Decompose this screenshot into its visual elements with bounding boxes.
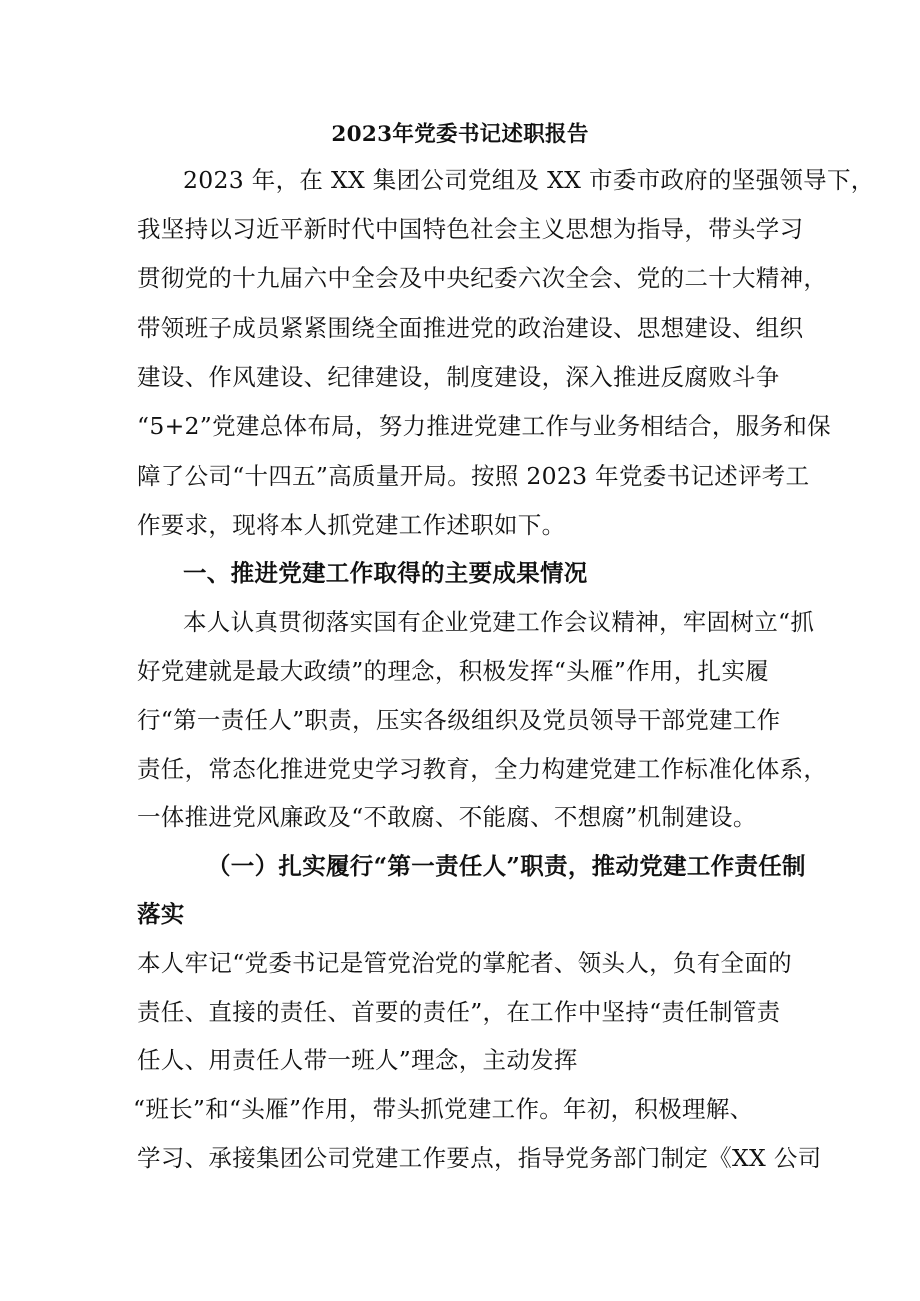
subsection-heading-line: （一）扎实履行“第一责任人”职责，推动党建工作责任制: [207, 852, 806, 880]
paragraph-line: 贯彻党的十九届六中全会及中央纪委六次全会、党的二十大精神，: [137, 264, 828, 292]
paragraph-line: 本人牢记“党委书记是管党治党的掌舵者、领头人，负有全面的: [137, 949, 792, 977]
paragraph-line: 障了公司“十四五”高质量开局。按照 2023 年党委书记述评考工: [137, 462, 810, 490]
document-title: 2023年党委书记述职报告: [331, 122, 589, 147]
section-heading: 一、推进党建工作取得的主要成果情况: [183, 559, 588, 587]
paragraph-line: 我坚持以习近平新时代中国特色社会主义思想为指导，带头学习: [137, 215, 804, 243]
paragraph-line: 一体推进党风廉政及“不敢腐、不能腐、不想腐”机制建设。: [137, 803, 757, 831]
paragraph-line: 责任，常态化推进党史学习教育，全力构建党建工作标准化体系，: [137, 755, 828, 783]
paragraph-line: 责任、直接的责任、首要的责任”，在工作中坚持“责任制管责: [137, 998, 781, 1026]
paragraph-line: “5+2”党建总体布局，努力推进党建工作与业务相结合，服务和保: [137, 412, 831, 440]
paragraph-line: 任人、用责任人带一班人”理念，主动发挥: [137, 1046, 578, 1074]
paragraph-line: 学习、承接集团公司党建工作要点，指导党务部门制定《XX 公司: [137, 1144, 822, 1172]
paragraph-line: “班长”和“头雁”作用，带头抓党建工作。年初，积极理解、: [133, 1095, 754, 1123]
paragraph-line: 本人认真贯彻落实国有企业党建工作会议精神，牢固树立“抓: [183, 608, 815, 636]
paragraph-line: 2023 年，在 XX 集团公司党组及 XX 市委市政府的坚强领导下，: [183, 166, 875, 194]
paragraph-line: 建设、作风建设、纪律建设，制度建设，深入推进反腐败斗争: [137, 363, 780, 391]
paragraph-line: 作要求，现将本人抓党建工作述职如下。: [137, 511, 566, 539]
paragraph-line: 行“第一责任人”职责，压实各级组织及党员领导干部党建工作: [137, 706, 781, 734]
paragraph-line: 带领班子成员紧紧围绕全面推进党的政治建设、思想建设、组织: [137, 314, 804, 342]
subsection-heading-line: 落实: [137, 900, 185, 928]
paragraph-line: 好党建就是最大政绩”的理念，积极发挥“头雁”作用，扎实履: [137, 657, 769, 685]
